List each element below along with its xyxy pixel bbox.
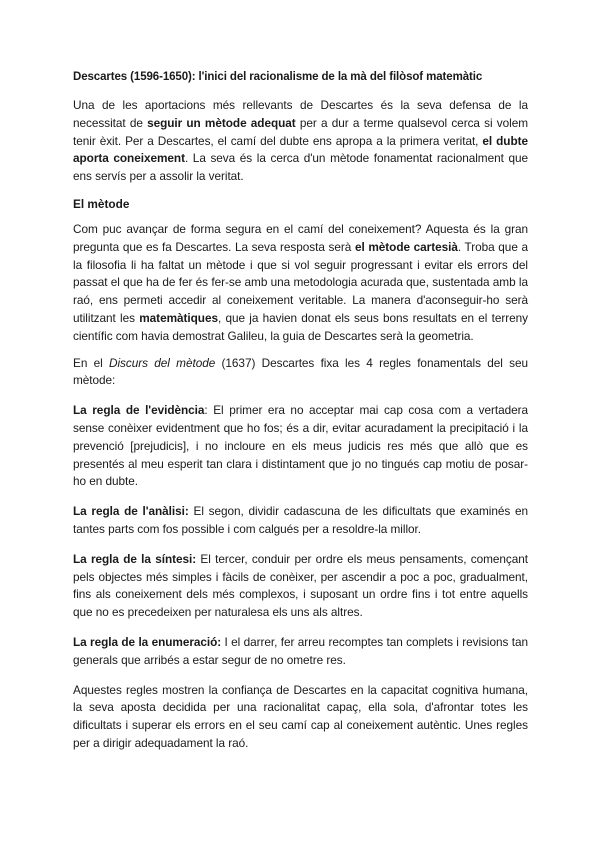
rule-label: La regla de l'anàlisi: (73, 504, 189, 519)
rule-analysis (73, 503, 528, 539)
intro-bold-2: el dubte aporta coneixement (73, 133, 528, 166)
method-paragraph (73, 221, 528, 346)
document-title: Descartes (1596-1650): l'inici del racionalisme de la mà del filòsof matemàtic (73, 71, 483, 83)
discurs-paragraph (73, 355, 528, 391)
method-text-2: . Troba que a la filosofia li ha faltat un mètode i que si vol seguir progressant i evitar els errors del passat el que ha de fer és fer-se amb una metodologia acurada que, sustentada amb la raó, ens permeti accedir al coneixement veritable. La manera d'aconseguir-ho serà utilitzant les (73, 239, 528, 325)
rule-text: El segon, dividir cadascuna de les dificultats que examinés en tantes parts com fos possible i com calgués per a resoldre-la millor. (73, 504, 528, 536)
rule-text: : El primer era no acceptar mai cap cosa com a vertadera sense conèixer evidentment que ho fos; és a dir, evitar acuradament la precipitació i la prevenció [prejudicis], i no incloure en els meus judicis res més que allò que es presentés al meu esperit tan clara i distintament que jo no tingués cap motiu de posar-ho en dubte. (73, 403, 528, 489)
document-page (73, 70, 528, 753)
rule-enumeration (73, 634, 528, 670)
method-bold-1: el mètode cartesià (354, 239, 458, 254)
intro-bold-1: seguir un mètode adequat (147, 115, 296, 130)
rule-evidence (73, 402, 528, 491)
discurs-text-1: En el (73, 355, 110, 370)
rule-label: La regla de la síntesi: (73, 551, 197, 566)
rule-label: La regla de la enumeració: (73, 634, 222, 649)
method-text-1: Com puc avançar de forma segura en el camí del coneixement? Aquesta és la gran pregunta que es fa Descartes. La seva resposta serà (73, 221, 528, 254)
method-bold-2: matemàtiques (139, 310, 218, 325)
rule-synthesis (73, 551, 528, 622)
intro-paragraph (73, 97, 528, 186)
rule-text: I el darrer, fer arreu recomptes tan complets i revisions tan generals que arribés a estar segur de no ometre res. (73, 634, 528, 667)
method-text-3: , que ja havien donat els seus bons resultats en el terreny científic com havia demostrat Galileu, la guia de Descartes serà la geometria. (73, 310, 528, 343)
intro-text-2: per a dur a terme qualsevol cerca si volem tenir èxit. Per a Descartes, el camí del dubte ens apropa a la primera veritat, (73, 115, 528, 148)
intro-text-1: Una de les aportacions més rellevants de Descartes és la seva defensa de la necessitat de (73, 98, 528, 130)
discurs-text-2: (1637) Descartes fixa les 4 regles fonamentals del seu mètode: (73, 355, 528, 388)
rule-label: La regla de l'evidència (73, 403, 205, 418)
intro-text-3: . La seva és la cerca d'un mètode fonamentat racionalment que ens servís per a assolir la veritat. (73, 151, 528, 184)
section-heading: El mètode (73, 196, 130, 211)
conclusion-paragraph: Aquestes regles mostren la confiança de Descartes en la capacitat cognitiva humana, la seva aposta decidida per una racionalitat capaç, ella sola, d'afrontar totes les dificultats i superar els errors en el seu camí cap al coneixement autèntic. Unes regles per a dirigir adequadament la raó. (73, 682, 528, 750)
rule-text: El tercer, conduir per ordre els meus pensaments, començant pels objectes més simples i fàcils de conèixer, per ascendir a poc a poc, gradualment, fins als coneixement dels més complexos, i suposant un ordre fins i tot entre aquells que no es precedeixen per naturalesa els uns als altres. (73, 551, 528, 620)
discurs-book-title: Discurs del mètode (109, 355, 216, 370)
